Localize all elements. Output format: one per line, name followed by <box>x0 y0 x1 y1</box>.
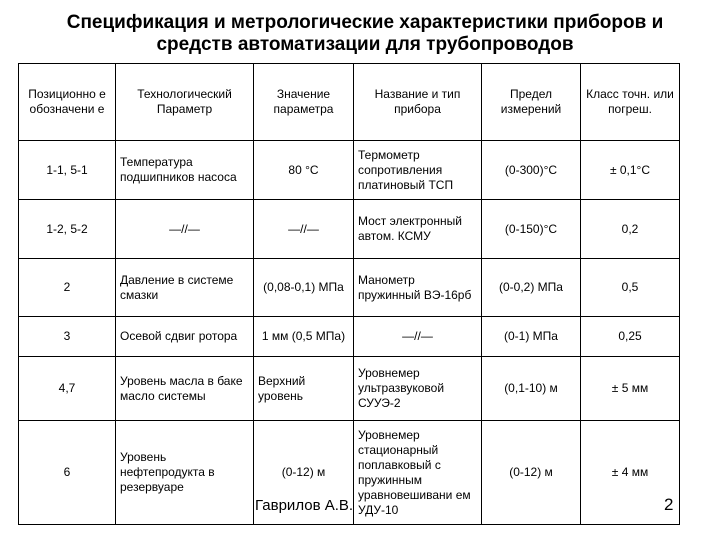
cell-device: Уровнемер ультразвуковой СУУЭ-2 <box>354 357 482 421</box>
table-header-row <box>19 64 680 141</box>
footer-author: Гаврилов А.В. <box>255 497 354 514</box>
table-row <box>19 200 680 259</box>
cell-position: 6 <box>19 421 116 525</box>
cell-position: 1-2, 5-2 <box>19 200 116 259</box>
cell-accuracy: ± 5 мм <box>581 357 680 421</box>
specification-table <box>18 63 680 525</box>
cell-value: 80 °С <box>254 141 354 200</box>
cell-value: 1 мм (0,5 МПа) <box>254 317 354 357</box>
cell-value: Верхний уровень <box>254 357 354 421</box>
cell-value: —//— <box>254 200 354 259</box>
cell-accuracy: 0,25 <box>581 317 680 357</box>
cell-device: Манометр пружинный ВЭ-16рб <box>354 259 482 317</box>
cell-device: —//— <box>354 317 482 357</box>
cell-range: (0-12) м <box>482 421 581 525</box>
header-cell-parameter: Технологический Параметр <box>116 64 254 141</box>
cell-parameter: Уровень нефтепродукта в резервуаре <box>116 421 254 525</box>
page-title: Спецификация и метрологические характеристики приборов и средств автоматизации для трубопроводов <box>66 12 664 55</box>
cell-position: 1-1, 5-1 <box>19 141 116 200</box>
cell-value: (0-12) м <box>254 421 354 525</box>
cell-device: Уровнемер стационарный поплавковый с пружинным уравновешивани ем УДУ-10 <box>354 421 482 525</box>
header-cell-position: Позиционно е обозначени е <box>19 64 116 141</box>
cell-accuracy: ± 4 мм <box>581 421 680 525</box>
cell-accuracy: 0,2 <box>581 200 680 259</box>
header-cell-value: Значение параметра <box>254 64 354 141</box>
cell-parameter: Уровень масла в баке масло системы <box>116 357 254 421</box>
cell-parameter: —//— <box>116 200 254 259</box>
cell-range: (0-0,2) МПа <box>482 259 581 317</box>
table-row <box>19 357 680 421</box>
header-cell-accuracy: Класс точн. или погреш. <box>581 64 680 141</box>
cell-range: (0-300)°С <box>482 141 581 200</box>
cell-position: 2 <box>19 259 116 317</box>
cell-parameter: Осевой сдвиг ротора <box>116 317 254 357</box>
cell-device: Термометр сопротивления платиновый ТСП <box>354 141 482 200</box>
cell-position: 3 <box>19 317 116 357</box>
cell-parameter: Давление в системе смазки <box>116 259 254 317</box>
cell-range: (0,1-10) м <box>482 357 581 421</box>
cell-accuracy: 0,5 <box>581 259 680 317</box>
cell-device: Мост электронный автом. КСМУ <box>354 200 482 259</box>
cell-accuracy: ± 0,1°С <box>581 141 680 200</box>
cell-position: 4,7 <box>19 357 116 421</box>
table-row <box>19 141 680 200</box>
cell-value: (0,08-0,1) МПа <box>254 259 354 317</box>
page-number: 2 <box>664 495 674 514</box>
table-row <box>19 259 680 317</box>
header-cell-range: Предел измерений <box>482 64 581 141</box>
cell-range: (0-150)°С <box>482 200 581 259</box>
table-row <box>19 317 680 357</box>
cell-parameter: Температура подшипников насоса <box>116 141 254 200</box>
cell-range: (0-1) МПа <box>482 317 581 357</box>
header-cell-device: Название и тип прибора <box>354 64 482 141</box>
